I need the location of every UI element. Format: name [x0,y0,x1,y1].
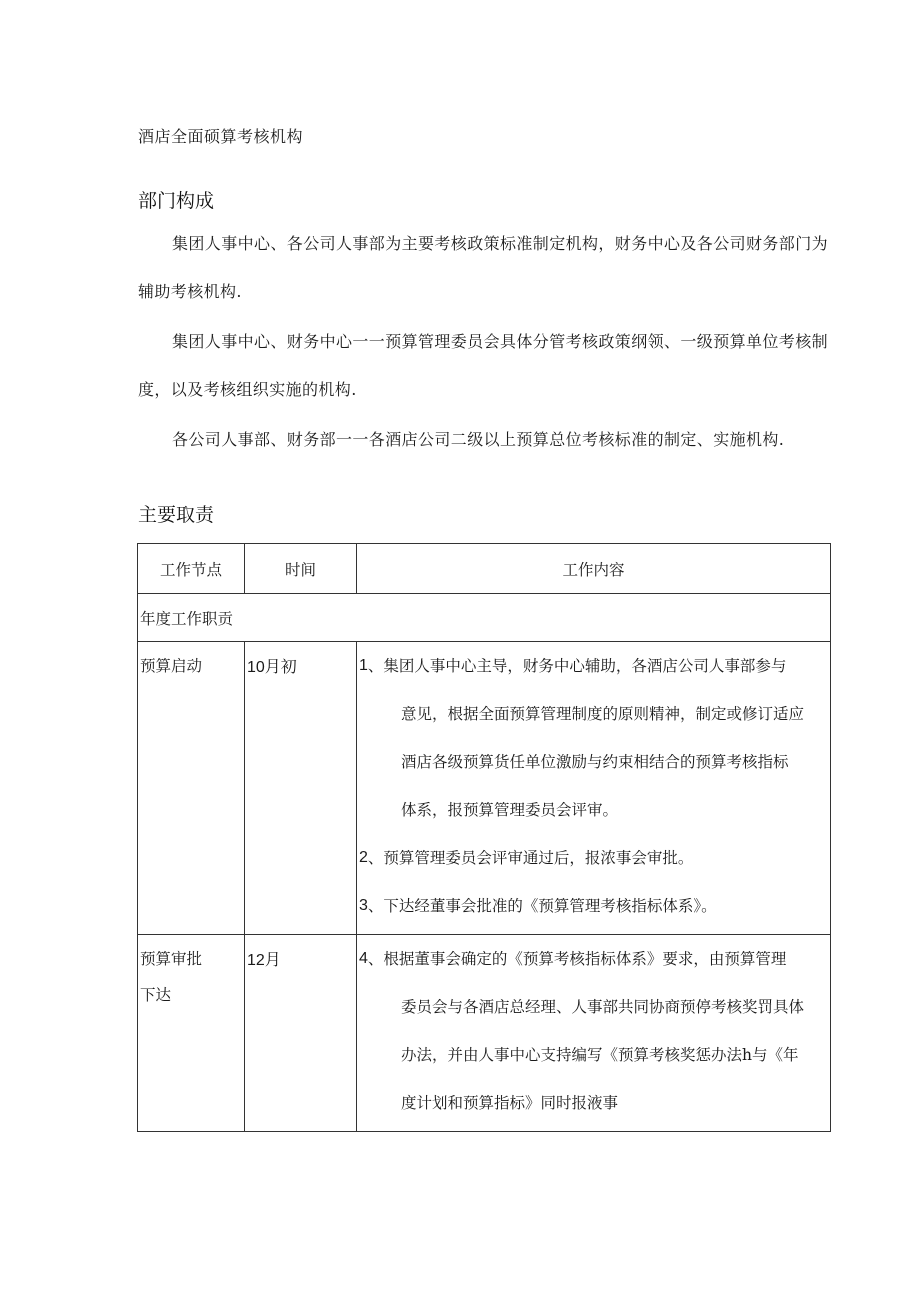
table-row [138,935,831,1132]
node-label-line2: 下达 [140,986,172,1004]
list-item [359,834,826,882]
table-group-row [138,594,831,642]
list-item [359,656,826,834]
item-line: 体系，报预算管理委员会评审。 [401,801,619,819]
item-lead-text: 、根据董事会确定的《预算考核指标体系》要求，由预算管理 [367,950,787,968]
list-item [359,949,826,1127]
node-cell [138,642,245,935]
paragraph-2: 集团人事中心、财务中心一一预算管理委员会具体分管考核政策纲领、一级预算单位考核制度，以及考核组织实施的机构. [138,332,829,399]
item-number: 2 [359,849,368,866]
section-heading-duties: 主要取责 [138,504,215,526]
time-label: 12月 [247,952,281,969]
document-title: 酒店全面硕算考核机构 [138,127,304,146]
item-line: 委员会与各酒店总经理、人事部共同协商预停考核奖罚具体 [401,998,805,1016]
table-header-row [138,544,831,594]
node-label-line1: 预算审批 [140,950,203,968]
time-label: 10月初 [247,659,297,676]
item-number: 3 [359,897,368,914]
header-node: 工作节点 [138,544,245,594]
section-heading-composition: 部门构成 [138,190,215,212]
node-label: 预算启动 [140,657,203,675]
header-content: 工作内容 [357,544,831,594]
item-line: 酒店各级预算货任单位激励与约束相结合的预算考核指标 [401,753,789,771]
duties-table [137,543,831,1132]
item-line: 度计划和预算指标》同时报液事 [401,1094,619,1112]
item-number: 4 [359,950,368,967]
node-cell [138,935,245,1132]
time-cell [245,642,357,935]
content-cell [357,642,831,935]
item-text: 、下达经董事会批准的《预算管理考核指标体系》。 [367,897,717,915]
item-text: 、预算管理委员会评审通过后，报浓事会审批。 [367,849,694,867]
group-label: 年度工作职贡 [138,594,831,642]
item-line: 办法，并由人事中心支持编写《预算考核奖惩办法h与《年 [401,1046,799,1064]
item-line: 意见，根据全面预算管理制度的原则精神，制定或修订适应 [401,705,805,723]
content-cell [357,935,831,1132]
table-row [138,642,831,935]
item-number: 1 [359,657,368,674]
time-cell [245,935,357,1132]
paragraph-3: 各公司人事部、财务部一一各酒店公司二级以上预算总位考核标准的制定、实施机构. [172,430,785,449]
list-item [359,882,826,930]
paragraph-1: 集团人事中心、各公司人事部为主要考核政策标准制定机构，财务中心及各公司财务部门为辅助考核机构. [138,234,829,301]
header-time: 时间 [245,544,357,594]
item-lead-text: 、集团人事中心主导，财务中心辅助，各酒店公司人事部参与 [367,657,787,675]
